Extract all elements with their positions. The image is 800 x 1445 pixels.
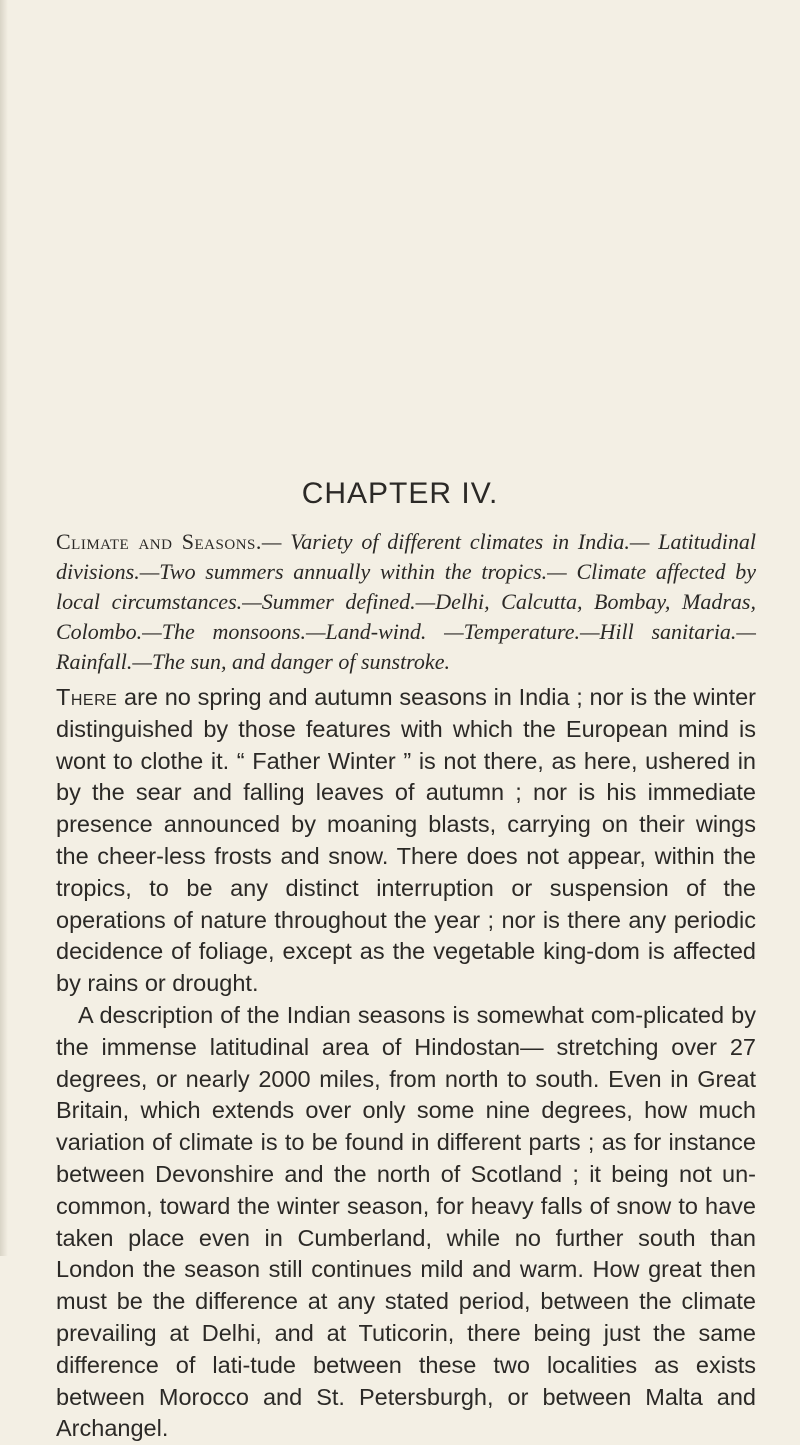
body-text [56,682,756,1445]
paragraph-1-first-word: There [56,684,118,710]
summary-lead: Climate and Seasons. [56,529,262,554]
paragraph-1-text: are no spring and autumn seasons in India ; nor is the winter distinguished by those features with which the European mind is wont to clothe it. “ Father Winter ” is not there, as here, ushered in by the sear and falling leaves of autumn ; nor is his immediate presence announced by moaning blasts, carrying on their wings the cheer-less frosts and snow. There does not appear, within the tropics, to be any distinct interruption or suspension of the operations of nature throughout the year ; nor is there any periodic decidence of foliage, except as the vegetable king-dom is affected by rains or drought. [56,684,756,997]
chapter-summary [56,527,756,677]
paragraph-1 [56,682,756,1000]
summary-text: — Variety of different climates in India.— Latitudinal divisions.—Two summers annually within the tropics.— Climate affected by local circumstances.—Summer defined.—Delhi, Calcutta, Bombay, Madras, Colombo.—The monsoons.—Land-wind. —Temperature.—Hill sanitaria.—Rainfall.—The sun, and danger of sunstroke. [56,529,756,674]
page-binding-edge [0,0,8,1256]
chapter-title: CHAPTER IV. [301,477,499,510]
paragraph-2: A description of the Indian seasons is somewhat com-plicated by the immense latitudinal area of Hindostan— stretching over 27 degrees, or nearly 2000 miles, from north to south. Even in Great Britain, which extends over only some nine degrees, how much variation of climate is to be found in different parts ; as for instance between Devonshire and the north of Scotland ; it being not un-common, toward the winter season, for heavy falls of snow to have taken place even in Cumberland, while no further south than London the season still continues mild and warm. How great then must be the difference at any stated period, between the climate prevailing at Delhi, and at Tuticorin, there being just the same difference of lati-tude between these two localities as exists between Morocco and St. Petersburgh, or between Malta and Archangel. [56,1001,756,1442]
